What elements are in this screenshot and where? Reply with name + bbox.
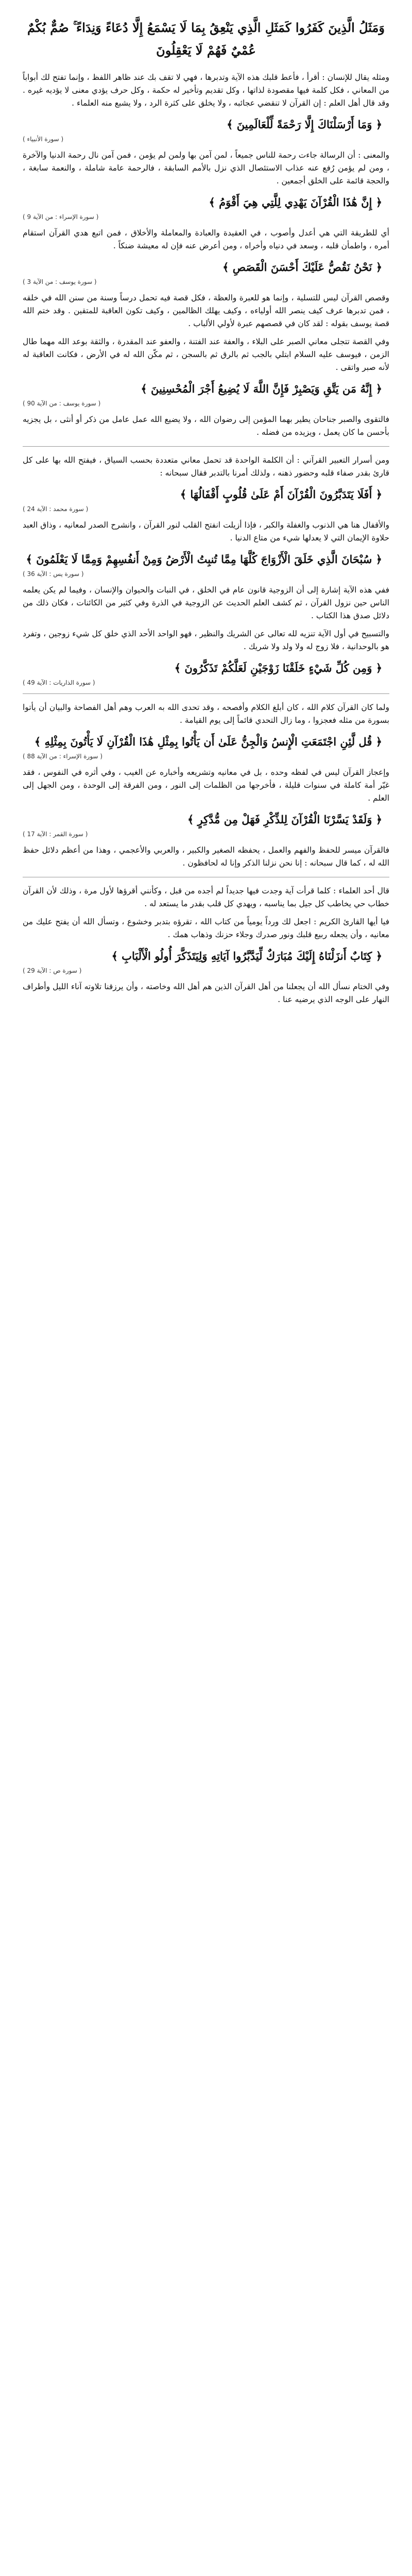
verse-reference: ( سورة الذاريات : الآية 49 ) [23,679,95,686]
body-paragraph: فيا أيها القارئ الكريم : اجعل لك ورداً يومياً من كتاب الله ، تقرؤه بتدبر وخشوع ، وتسأل الله أن يفتح عليك من معانيه ، وأن يجعله ربيع قلبك ونور صدرك وجلاء حزنك وذهاب همك . [23,917,389,939]
quran-verse: ﴿ قُل لَّئِنِ اجْتَمَعَتِ الْإِنسُ وَالْجِنُّ عَلَىٰ أَن يَأْتُوا بِمِثْلِ هَٰذَا الْقُرْآنِ لَا يَأْتُونَ بِمِثْلِهِ ﴾ [34,735,382,748]
verse-reference: ( سورة يوسف : من الآية 90 ) [23,400,101,407]
verse-reference: ( سورة يس : الآية 36 ) [23,570,84,578]
body-paragraph: وإعجاز القرآن ليس في لفظه وحده ، بل في معانيه وتشريعه وأخباره عن الغيب ، وفي أثره في النفوس ، فقد غيّر أمة كاملة في سنوات قليلة ، فأخرجها من الظلمات إلى النور ، ومن الفرقة إلى الوحدة ، ومن الجهل إلى العلم . [23,768,389,803]
quran-verse: ﴿ وَمِن كُلِّ شَيْءٍ خَلَقْنَا زَوْجَيْنِ لَعَلَّكُمْ تَذَكَّرُونَ ﴾ [174,662,382,674]
verse-reference: ( سورة القمر : الآية 17 ) [23,831,88,838]
quran-verse: ﴿ وَلَقَدْ يَسَّرْنَا الْقُرْآنَ لِلذِّكْرِ فَهَلْ مِن مُّدَّكِرٍ ﴾ [187,813,382,826]
section-divider [23,693,389,694]
body-paragraph: وقصص القرآن ليس للتسلية ، وإنما هو للعبرة والعظة ، فكل قصة فيه تحمل درساً وسنة من سنن الله في خلقه ، فمن تدبرها عرف كيف ينصر الله أولياءه ، وكيف يهلك الظالمين ، وكيف تكون العاقبة للمتقين . وقد ختم الله قصة يوسف بقوله : لقد كان في قصصهم عبرة لأولي الألباب . [23,293,389,328]
section-divider [23,446,389,447]
body-paragraph: ومثله يقال للإنسان : أقرأ ، فأعط قلبك هذه الآية وتدبرها ، فهي لا تقف بك عند ظاهر اللفظ ، وإنما تفتح لك أبواباً من المعاني ، فكل كلمة فيها مقصودة لذاتها ، وكل تقديم وتأخير له حكمة ، وكل حرف يؤدي معنى لا يؤديه غيره . وقد قال أهل العلم : إن القرآن لا تنقضي عجائبه ، ولا يخلق على كثرة الرد ، ولا يشبع منه العلماء . [23,73,389,108]
quran-verse: ﴿ إِنَّ هَٰذَا الْقُرْآنَ يَهْدِي لِلَّتِي هِيَ أَقْوَمُ ﴾ [209,196,382,209]
verse-reference: ( سورة الأنبياء ) [23,135,64,143]
quran-verse: ﴿ أَفَلَا يَتَدَبَّرُونَ الْقُرْآنَ أَمْ عَلَىٰ قُلُوبٍ أَقْفَالُهَا ﴾ [180,488,382,501]
body-paragraph: وفي الختام نسأل الله أن يجعلنا من أهل القرآن الذين هم أهل الله وخاصته ، وأن يرزقنا تلاوته آناء الليل وأطراف النهار على الوجه الذي يرضيه عنا . [23,982,389,1004]
body-paragraph: والمعنى : أن الرسالة جاءت رحمة للناس جميعاً ، لمن آمن بها ولمن لم يؤمن ، فمن آمن نال رحمة الدنيا والآخرة ، ومن لم يؤمن رُفع عنه عذاب الاستئصال الذي نزل بالأمم السابقة ، فالرحمة عامة شاملة ، والنعمة سابغة ، والحجة قائمة على الخلق أجمعين . [23,150,389,185]
verse-reference: ( سورة يوسف : من الآية 3 ) [23,278,97,285]
verse-reference: ( سورة محمد : الآية 24 ) [23,505,89,513]
quran-verse: ﴿ وَمَا أَرْسَلْنَاكَ إِلَّا رَحْمَةً لِّلْعَالَمِينَ ﴾ [227,118,382,131]
quran-verse: ﴿ نَحْنُ نَقُصُّ عَلَيْكَ أَحْسَنَ الْقَصَصِ ﴾ [222,261,382,274]
body-paragraph: وفي القصة تتجلى معاني الصبر على البلاء ، والعفة عند الفتنة ، والعفو عند المقدرة ، والثقة بوعد الله مهما طال الزمن ، فيوسف عليه السلام ابتلي بالجب ثم بالرق ثم بالسجن ، ثم مكّن الله له في الأرض ، فكانت العاقبة له لأنه صبر واتقى . [23,337,389,372]
quran-verse: ﴿ كِتَابٌ أَنزَلْنَاهُ إِلَيْكَ مُبَارَكٌ لِّيَدَّبَّرُوا آيَاتِهِ وَلِيَتَذَكَّرَ أُولُو الْأَلْبَابِ ﴾ [111,950,382,962]
body-paragraph: والتسبيح في أول الآية تنزيه لله تعالى عن الشريك والنظير ، فهو الواحد الأحد الذي خلق كل شيء زوجين ، وتفرد هو بالوحدانية ، فلا زوج له ولا ولد ولا شريك . [23,629,389,651]
document-body [23,71,389,1006]
verse-reference: ( سورة الإسراء : من الآية 88 ) [23,753,103,760]
body-paragraph: والأقفال هنا هي الذنوب والغفلة والكبر ، فإذا أزيلت انفتح القلب لنور القرآن ، وانشرح الصدر لمعانيه ، وذاق العبد حلاوة الإيمان التي لا يعدلها شيء من متاع الدنيا . [23,520,389,543]
body-paragraph: أي للطريقة التي هي أعدل وأصوب ، في العقيدة والعبادة والمعاملة والأخلاق ، فمن اتبع هدي القرآن استقام أمره ، واطمأن قلبه ، وسعد في دنياه وأخراه ، ومن أعرض عنه فإن له معيشة ضنكاً . [23,228,389,250]
body-paragraph: ففي هذه الآية إشارة إلى أن الزوجية قانون عام في الخلق ، في النبات والحيوان والإنسان ، وفيما لم يكن يعلمه الناس حين نزول القرآن ، ثم كشف العلم الحديث عن الزوجية في الذرة وفي كثير من الكائنات ، فكان ذلك من دلائل صدق هذا الكتاب . [23,585,389,620]
quran-verse: ﴿ إِنَّهُ مَن يَتَّقِ وَيَصْبِرْ فَإِنَّ اللَّهَ لَا يُضِيعُ أَجْرَ الْمُحْسِنِينَ ﴾ [141,382,382,395]
body-paragraph: فالتقوى والصبر جناحان يطير بهما المؤمن إلى رضوان الله ، ولا يضيع الله عمل عامل من ذكر أو أنثى ، بل يجزيه بأحسن ما كان يعمل ، ويزيده من فضله . [23,415,389,437]
body-paragraph: فالقرآن ميسر للحفظ والفهم والعمل ، يحفظه الصغير والكبير ، والعربي والأعجمي ، وهذا من أعظم دلائل حفظ الله له ، كما قال سبحانه : إنا نحن نزلنا الذكر وإنا له لحافظون . [23,845,389,868]
header-ayah: وَمَثَلُ الَّذِينَ كَفَرُوا كَمَثَلِ الَّذِي يَنْعِقُ بِمَا لَا يَسْمَعُ إِلَّا دُعَاءً وَنِدَاءً ۚ صُمٌّ بُكْمٌ عُمْيٌ فَهُمْ لَا يَعْقِلُونَ [27,20,385,58]
body-paragraph: ومن أسرار التعبير القرآني : أن الكلمة الواحدة قد تحمل معاني متعددة بحسب السياق ، فيفتح الله بها على كل قارئ بقدر صفاء قلبه وحضور ذهنه ، ولذلك أمرنا بالتدبر فقال سبحانه : [23,455,389,478]
body-paragraph: قال أحد العلماء : كلما قرأت آية وجدت فيها جديداً لم أجده من قبل ، وكأنني أقرؤها لأول مرة ، وذلك لأن القرآن خطاب حي يخاطب كل جيل بما يناسبه ، ويهدي كل قلب بقدر ما يستعد له . [23,886,389,908]
verse-reference: ( سورة ص : الآية 29 ) [23,967,82,974]
quran-verse: ﴿ سُبْحَانَ الَّذِي خَلَقَ الْأَزْوَاجَ كُلَّهَا مِمَّا تُنبِتُ الْأَرْضُ وَمِنْ أَنفُسِهِمْ وَمِمَّا لَا يَعْلَمُونَ ﴾ [26,553,382,566]
body-paragraph: ولما كان القرآن كلام الله ، كان أبلغ الكلام وأفصحه ، وقد تحدى الله به العرب وهم أهل الفصاحة والبيان أن يأتوا بسورة من مثله فعجزوا ، وما زال التحدي قائماً إلى يوم القيامة . [23,703,389,725]
verse-reference: ( سورة الإسراء : من الآية 9 ) [23,213,99,221]
